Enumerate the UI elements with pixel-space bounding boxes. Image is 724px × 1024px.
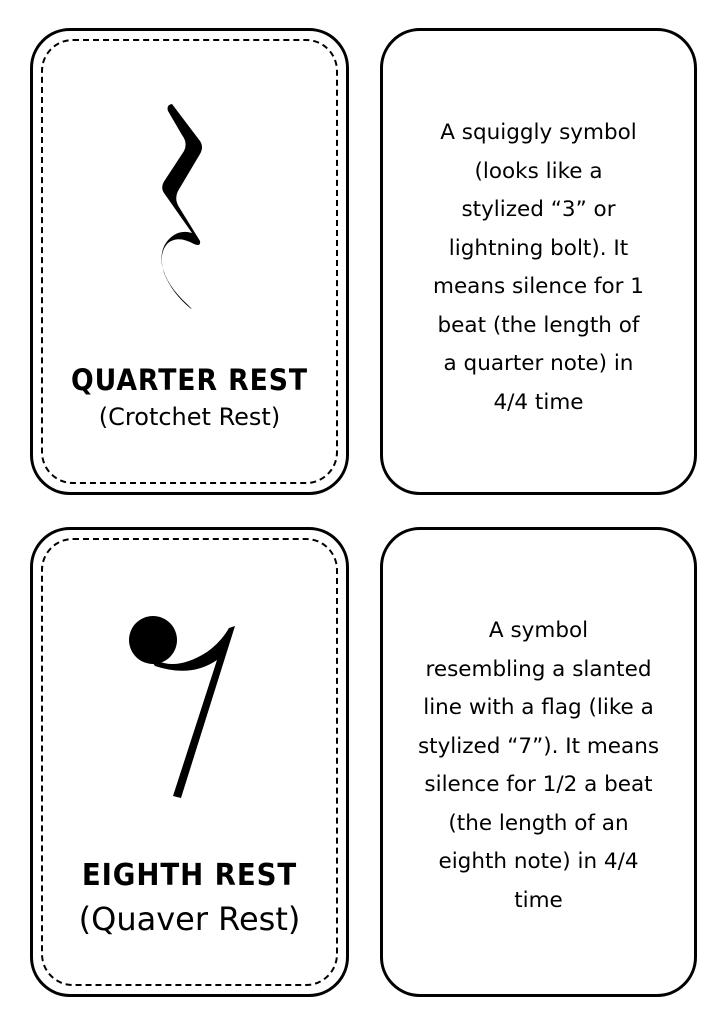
- quarter-rest-description-card: [380, 28, 697, 495]
- description-line: stylized “3” or: [461, 197, 616, 222]
- card-subtitle: (Crotchet Rest): [98, 403, 281, 431]
- description-line: (looks like a: [474, 158, 603, 184]
- description-line: silence for 1/2 a beat: [424, 772, 653, 797]
- card-description: [405, 114, 672, 422]
- card-title: QUARTER REST: [70, 363, 308, 397]
- card-subtitle: (Quaver Rest): [78, 900, 301, 938]
- eighth-rest-icon: [125, 612, 255, 802]
- description-line: beat (the length of: [437, 312, 640, 338]
- description-line: time: [514, 887, 563, 913]
- card-description: [405, 612, 672, 920]
- description-line: stylized “7”). It means: [417, 733, 660, 759]
- card-title: EIGHTH REST: [81, 858, 298, 893]
- description-line: 4/4 time: [493, 389, 584, 415]
- description-line: (the length of an: [448, 810, 629, 836]
- description-line: a quarter note) in: [443, 351, 634, 376]
- description-line: A squiggly symbol: [440, 120, 637, 145]
- eighth-rest-description-card: [380, 527, 697, 997]
- quarter-rest-icon: [150, 101, 230, 311]
- description-line: A symbol: [488, 618, 589, 643]
- description-line: line with a flag (like a: [423, 695, 654, 720]
- eighth-rest-card: [30, 527, 349, 997]
- quarter-rest-card: [30, 28, 349, 495]
- description-line: lightning bolt). It: [448, 235, 629, 261]
- description-line: means silence for 1: [433, 274, 644, 299]
- description-line: resembling a slanted: [425, 656, 652, 682]
- description-line: eighth note) in 4/4: [438, 849, 639, 874]
